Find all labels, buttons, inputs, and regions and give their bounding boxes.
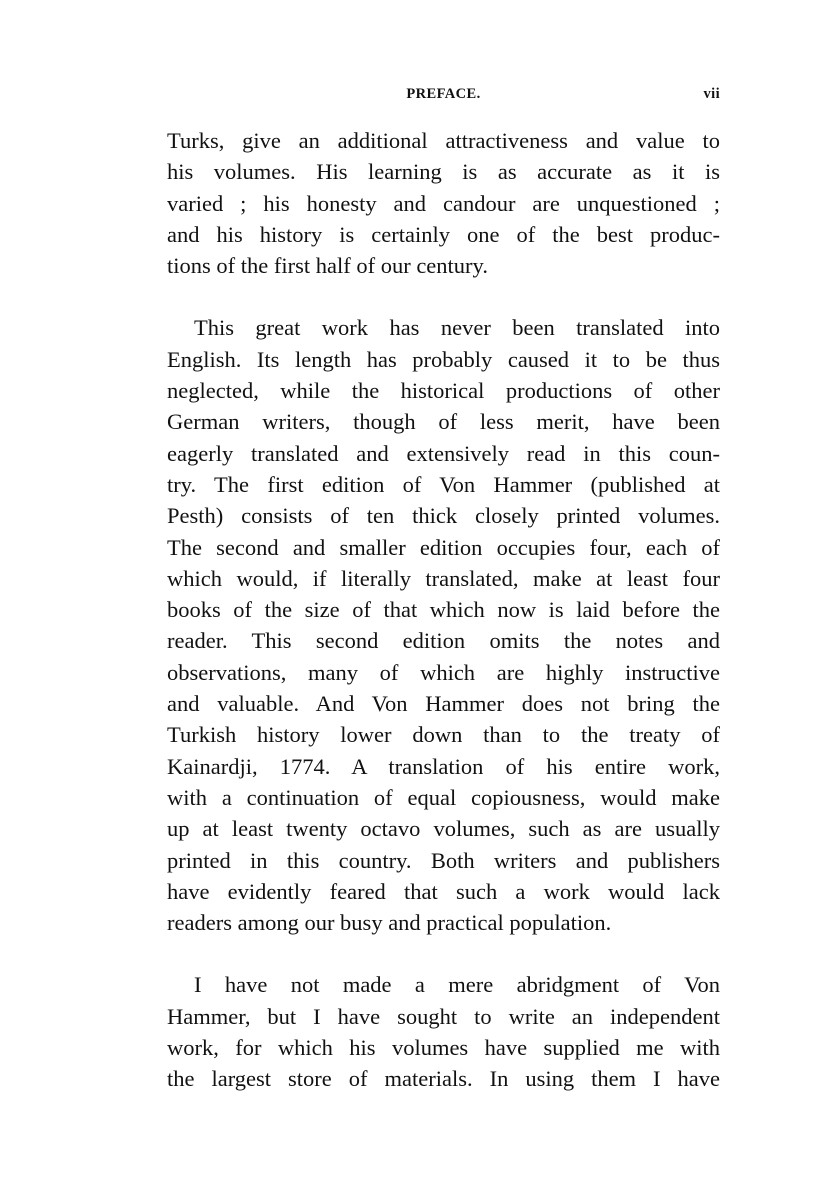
text-line: which would, if literally translated, make at least four xyxy=(167,565,720,591)
text-line: work, for which his volumes have supplied me with xyxy=(167,1035,720,1061)
text-line: reader. This second edition omits the notes and xyxy=(167,628,720,654)
text-line: printed in this country. Both writers and publishers xyxy=(167,847,720,873)
page-header xyxy=(167,86,720,108)
text-line: and valuable. And Von Hammer does not bring the xyxy=(167,691,720,717)
paragraph xyxy=(167,312,720,938)
text-line: Hammer, but I have sought to write an independent xyxy=(167,1003,720,1029)
text-line: readers among our busy and practical population. xyxy=(167,910,612,936)
body-text xyxy=(167,125,720,1126)
text-line: with a continuation of equal copiousness, would make xyxy=(167,784,720,810)
text-line: his volumes. His learning is as accurate as it is xyxy=(167,159,720,185)
text-line: tions of the first half of our century. xyxy=(167,253,488,279)
text-line: Turks, give an additional attractiveness and value to xyxy=(167,128,720,153)
text-line: up at least twenty octavo volumes, such as are usually xyxy=(167,816,720,842)
text-line: varied ; his honesty and candour are unquestioned ; xyxy=(167,190,720,216)
text-line: The second and smaller edition occupies four, each of xyxy=(167,534,720,560)
text-line: try. The first edition of Von Hammer (published at xyxy=(167,471,720,497)
paragraph xyxy=(167,125,720,281)
text-line: the largest store of materials. In using them I have xyxy=(167,1066,720,1092)
text-line: English. Its length has probably caused it to be thus xyxy=(167,346,720,372)
text-line: Turkish history lower down than to the treaty of xyxy=(167,722,720,748)
text-line: I have not made a mere abridgment of Von xyxy=(194,972,720,998)
text-line: Pesth) consists of ten thick closely printed volumes. xyxy=(167,503,720,529)
text-line: and his history is certainly one of the best produc- xyxy=(167,221,720,247)
paragraph xyxy=(167,969,720,1094)
text-line: eagerly translated and extensively read in this coun- xyxy=(167,440,720,466)
running-head: PREFACE. xyxy=(406,86,481,102)
text-line: Kainardji, 1774. A translation of his entire work, xyxy=(167,753,720,779)
text-line: books of the size of that which now is laid before the xyxy=(167,597,720,623)
text-line: have evidently feared that such a work would lack xyxy=(167,878,720,904)
text-line: This great work has never been translated into xyxy=(194,315,720,341)
text-line: observations, many of which are highly instructive xyxy=(167,659,720,685)
text-line: neglected, while the historical productions of other xyxy=(167,378,720,404)
text-line: German writers, though of less merit, have been xyxy=(167,409,720,435)
page-number: vii xyxy=(703,86,720,102)
